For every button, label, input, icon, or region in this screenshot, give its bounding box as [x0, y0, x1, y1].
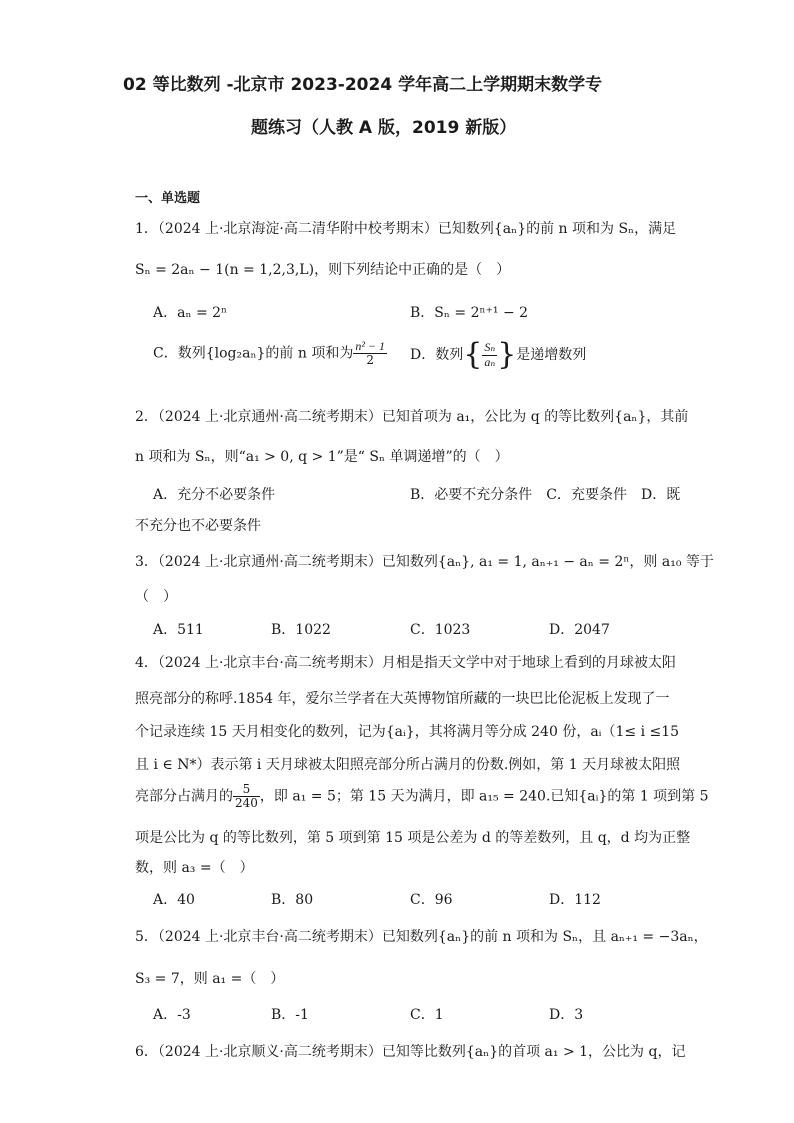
q3-stem-line2: （ ） [135, 589, 177, 605]
section-heading: 一、单选题 [135, 191, 201, 206]
q5-option-c: C．1 [410, 1007, 444, 1023]
q5-option-b: B．-1 [271, 1007, 309, 1023]
q4-line5-suffix: ，即 a₁ = 5；第 15 天为满月，即 a₁₅ = 240.已知{aᵢ}的第 1 项到第 5 [259, 788, 709, 805]
q3-option-a: A．511 [153, 622, 204, 638]
q5-option-d: D．3 [549, 1007, 584, 1023]
q4-option-c: C．96 [410, 892, 453, 908]
q1-option-c-fraction [353, 340, 387, 367]
q3-option-c: C．1023 [410, 622, 471, 638]
q4-stem-line3: 个记录连续 15 天月相变化的数列，记为{aᵢ}，其将满月等分成 240 份，aᵢ（1≤ i ≤15 [135, 724, 680, 740]
q4-stem-line5 [135, 783, 709, 810]
q4-stem-line1: 4．（2024 上·北京丰台·高二统考期末）月相是指天文学中对于地球上看到的月球被太阳 [135, 655, 676, 671]
document-title-line1: 02 等比数列 -北京市 2023-2024 学年高二上学期期末数学专 [123, 75, 603, 95]
left-brace-icon: { [463, 337, 483, 372]
q4-option-d: D．112 [549, 892, 601, 908]
document-title-line2: 题练习（人教 A 版，2019 新版） [251, 118, 517, 138]
q1-option-c-text: C．数列{log₂aₙ}的前 n 项和为 [153, 345, 354, 362]
q4-fraction-denominator: 240 [235, 796, 258, 811]
right-brace-icon: } [497, 337, 517, 372]
q4-fraction-numerator: 5 [233, 783, 260, 797]
q1-option-d-numerator: Sₙ [484, 340, 496, 355]
q4-stem-line6: 项是公比为 q 的等比数列，第 5 项到第 15 项是公差为 d 的等差数列，且 q，d 均为正整 [135, 830, 691, 846]
q4-stem-line2: 照亮部分的称呼.1854 年，爱尔兰学者在大英博物馆所藏的一块巴比伦泥板上发现了一 [135, 691, 670, 707]
q3-stem-line1: 3．（2024 上·北京通州·高二统考期末）已知数列{aₙ}, a₁ = 1, aₙ₊₁ − aₙ = 2ⁿ，则 a₁₀ 等于 [135, 554, 714, 570]
q1-option-c-denominator: 2 [366, 353, 374, 368]
q1-option-c-numerator: n² − 1 [355, 339, 386, 353]
q1-option-d [410, 337, 587, 372]
q1-option-d-text: D．数列 [410, 347, 464, 363]
q5-option-a: A．-3 [153, 1007, 191, 1023]
q3-option-b: B．1022 [271, 622, 331, 638]
q2-stem-line2: n 项和为 Sₙ，则“a₁ > 0, q > 1”是“ Sₙ 单调递增”的（ ） [135, 449, 509, 465]
q2-options-bcd: B．必要不充分条件 C．充要条件 D．既 [410, 487, 681, 503]
q1-option-c [153, 340, 387, 367]
q1-option-d-suffix: 是递增数列 [516, 347, 587, 363]
q1-option-a: A．aₙ = 2ⁿ [153, 305, 228, 321]
q4-stem-line7: 数，则 a₃ =（ ） [135, 860, 254, 876]
q4-line5-prefix: 亮部分占满月的 [135, 788, 233, 805]
q3-option-d: D．2047 [549, 622, 610, 638]
q1-option-b: B．Sₙ = 2ⁿ⁺¹ − 2 [410, 305, 529, 321]
q2-stem-line1: 2．（2024 上·北京通州·高二统考期末）已知首项为 a₁，公比为 q 的等比数列{aₙ}，其前 [135, 409, 689, 425]
q2-option-a: A．充分不必要条件 [153, 487, 276, 503]
q4-option-a: A．40 [153, 892, 195, 908]
q6-stem-line1: 6．（2024 上·北京顺义·高二统考期末）已知等比数列{aₙ}的首项 a₁ > 1，公比为 q，记 [135, 1044, 686, 1060]
q1-option-d-denominator: aₙ [484, 354, 496, 369]
q4-fraction [233, 783, 260, 810]
q5-stem-line1: 5．（2024 上·北京丰台·高二统考期末）已知数列{aₙ}的前 n 项和为 Sₙ，且 aₙ₊₁ = −3aₙ， [135, 929, 708, 945]
q2-option-d-continued: 不充分也不必要条件 [135, 518, 261, 534]
q4-stem-line4: 且 i ∈ N*）表示第 i 天月球被太阳照亮部分所占满月的份数.例如，第 1 天月球被太阳照 [135, 757, 681, 773]
q1-stem-line2: Sₙ = 2aₙ − 1(n = 1,2,3,L)，则下列结论中正确的是（ ） [135, 262, 511, 278]
q5-stem-line2: S₃ = 7，则 a₁ =（ ） [135, 971, 285, 987]
q1-stem-line1: 1．（2024 上·北京海淀·高二清华附中校考期末）已知数列{aₙ}的前 n 项和为 Sₙ，满足 [135, 221, 677, 237]
q4-option-b: B．80 [271, 892, 314, 908]
q1-option-d-fraction [482, 341, 497, 368]
